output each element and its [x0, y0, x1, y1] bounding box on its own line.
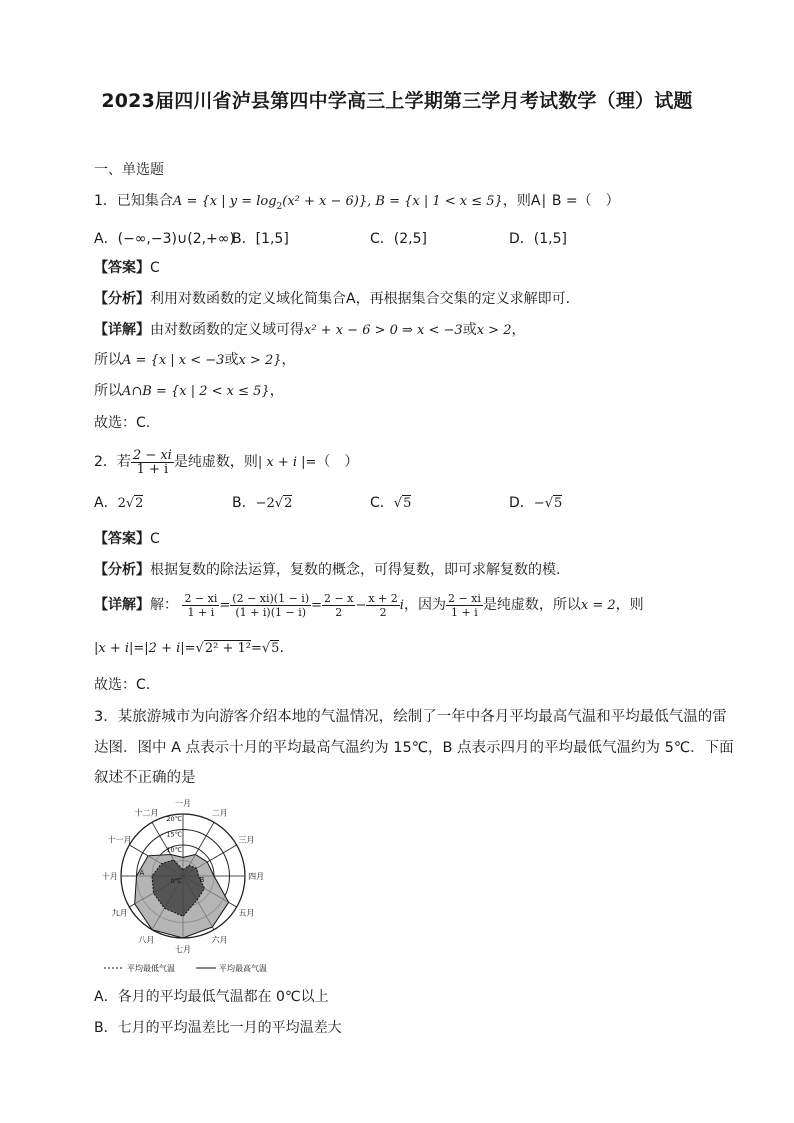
month-label: 二月	[211, 808, 228, 818]
page-title: 2023届四川省泸县第四中学高三上学期第三学月考试数学（理）试题	[101, 90, 693, 112]
point-label-b: B	[199, 876, 205, 884]
ring-label: 20℃	[166, 815, 182, 823]
q1-option-d: D．(1,5]	[509, 231, 567, 247]
ring-label: 15℃	[166, 830, 182, 839]
month-label: 八月	[138, 935, 155, 945]
month-label: 四月	[248, 872, 265, 881]
q2-option-a: A．2√2	[94, 495, 144, 511]
q2-choose: 故选：C．	[94, 677, 160, 693]
ring-label: 0℃	[170, 877, 182, 885]
q1-detail-line-2: 所以A = {x | x < −3或x > 2}，	[94, 352, 296, 368]
month-label: 五月	[238, 908, 255, 918]
ring-label: 10℃	[166, 846, 182, 854]
month-label: 一月	[175, 798, 191, 808]
month-label: 十一月	[107, 835, 132, 845]
month-label: 十月	[101, 872, 118, 881]
month-label: 十二月	[134, 808, 159, 818]
q1-choose: 故选：C.	[94, 415, 151, 431]
month-label: 七月	[175, 945, 191, 955]
q2-detail-line-1: 【详解】解： $\frac{2 - xi}{1 + i}$ = $\frac{(2 - xi)(1 - i)}{(1 + i)(1 - i)}$ = $\frac{2 - x}{2}$ − $\frac{x + 2}{2}$ i，因为 $\frac{2 - xi}{1 + i}$ 是纯虚数，所以x = 2，则	[94, 591, 644, 619]
month-label: 六月	[211, 935, 228, 945]
q1-analysis: 【分析】利用对数函数的定义域化简集合A，再根据集合交集的定义求解即可.	[94, 291, 571, 307]
q3-option-a: A．各月的平均最低气温都在 0℃以上	[94, 989, 329, 1005]
q3-option-b: B．七月的平均温差比一月的平均温差大	[94, 1020, 342, 1036]
q2-option-d: D．−√5	[509, 495, 563, 511]
q3-stem-line-3: 叙述不正确的是	[94, 770, 196, 786]
question-2-stem: 2．若 $\frac{2 - xi}{1 + i}$ 是纯虚数，则| x + i |=（ ）	[94, 447, 359, 477]
q2-analysis: 【分析】根据复数的除法运算，复数的概念，可得复数，即可求解复数的模.	[94, 562, 561, 578]
temperature-radar-chart	[96, 798, 282, 976]
q1-option-b: B．[1,5]	[232, 231, 289, 247]
legend-label-low: 平均最低气温	[127, 964, 175, 973]
month-label: 三月	[238, 835, 255, 845]
q1-detail-line-3: 所以A∩B = {x | 2 < x ≤ 5}，	[94, 383, 284, 399]
q1-option-a: A．(−∞,−3)∪(2,+∞)	[94, 231, 235, 247]
q2-fraction: $\frac{2 - xi}{1 + i}$	[132, 447, 172, 477]
point-label-a: A	[139, 869, 145, 877]
q3-stem-line-2: 达图．图中 A 点表示十月的平均最高气温约为 15℃，B 点表示四月的平均最低气温约为 5℃．下面	[94, 740, 734, 756]
q2-option-c: C．√5	[370, 495, 412, 511]
q2-answer: 【答案】C	[94, 531, 160, 547]
q1-option-c: C．(2,5]	[370, 231, 427, 247]
q2-detail-line-2: |x + i|=|2 + i|=√2² + 1²=√5.	[94, 640, 284, 656]
q2-option-b: B．−2√2	[232, 495, 293, 511]
section-heading: 一、单选题	[94, 162, 164, 178]
question-1-stem: 1．已知集合A = {x | $y = \log_2(x^2 + x - 6)$}, B = {x | 1 < x ≤ 5}，则A∣ B =（ ）	[94, 193, 620, 212]
q1-answer: 【答案】C	[94, 260, 160, 276]
q3-stem-line-1: 3．某旅游城市为向游客介绍本地的气温情况，绘制了一年中各月平均最高气温和平均最低气温的雷	[94, 709, 727, 725]
q1-detail-line-1: 【详解】由对数函数的定义域可得x² + x − 6 > 0 ⇒ x < −3或x > 2，	[94, 322, 526, 338]
legend-label-high: 平均最高气温	[219, 964, 267, 973]
month-label: 九月	[111, 908, 128, 918]
